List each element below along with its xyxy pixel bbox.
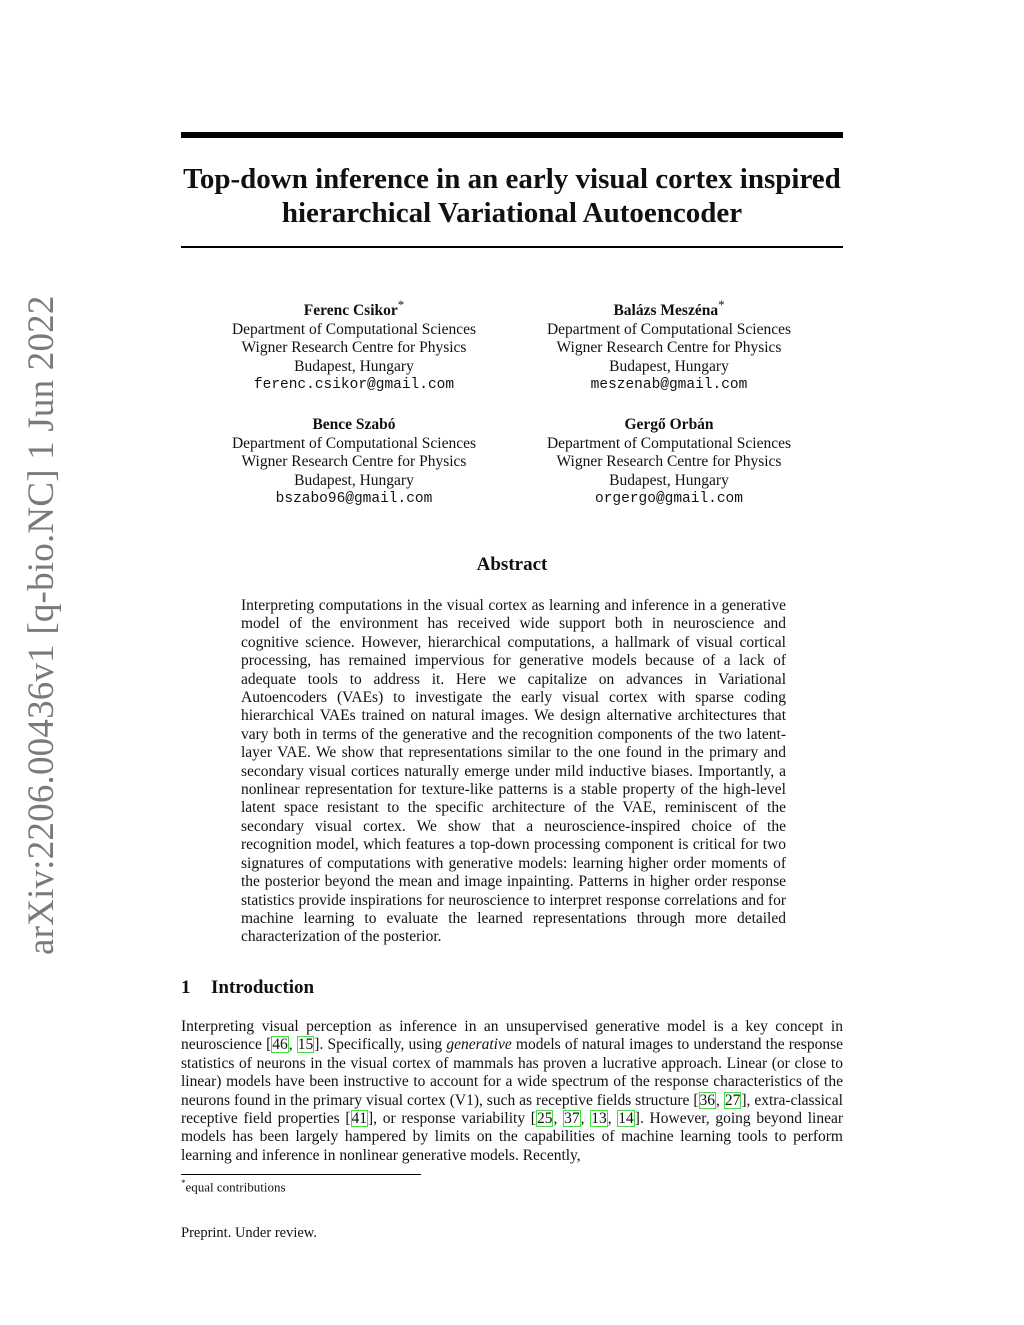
intro-text: Interpreting visual perception as inference in an unsupervised generative model is a key concept in neuroscience [ xyxy=(181,1018,843,1054)
citation-link[interactable]: 15 xyxy=(297,1036,314,1054)
preprint-notice: Preprint. Under review. xyxy=(181,1225,317,1241)
author-city: Budapest, Hungary xyxy=(609,357,729,375)
citation-link[interactable]: 27 xyxy=(724,1091,741,1109)
citation-link[interactable]: 37 xyxy=(564,1110,580,1128)
footnote-rule xyxy=(181,1174,421,1175)
author-city: Budapest, Hungary xyxy=(609,471,729,489)
author-dept: Department of Computational Sciences xyxy=(231,320,477,338)
intro-text: ]. Specifically, using xyxy=(314,1036,447,1054)
author-name: Gergő Orbán xyxy=(624,416,714,433)
intro-text: ]. However, going beyond linear models has been largely hampered by limits on the capabilities of machine learning tools to perform learning and inference in nonlinear generative models. Recently, xyxy=(181,1110,844,1164)
citation-link[interactable]: 25 xyxy=(536,1110,553,1128)
title-top-rule xyxy=(181,132,843,138)
footnote-mark: * xyxy=(181,1178,186,1188)
author-block-2 xyxy=(504,296,834,395)
author-dept: Department of Computational Sciences xyxy=(546,434,792,452)
section-heading-introduction xyxy=(181,977,314,999)
intro-text: , xyxy=(288,1036,297,1054)
footnote xyxy=(181,1178,286,1195)
author-mark: * xyxy=(397,297,405,312)
citation-link[interactable]: 46 xyxy=(272,1036,288,1054)
author-institution: Wigner Research Centre for Physics xyxy=(241,339,467,357)
author-dept: Department of Computational Sciences xyxy=(546,320,792,338)
intro-text: , xyxy=(580,1110,591,1128)
intro-text: , xyxy=(553,1110,564,1128)
author-city: Budapest, Hungary xyxy=(294,357,414,375)
author-mark: * xyxy=(718,297,725,312)
author-block-3 xyxy=(189,416,519,509)
arxiv-identifier: arXiv:2206.00436v1 [q-bio.NC] 1 Jun 2022 xyxy=(21,295,62,955)
citation-link[interactable]: 41 xyxy=(351,1110,368,1128)
author-email[interactable]: bszabo96@gmail.com xyxy=(275,491,433,507)
author-email[interactable]: meszenab@gmail.com xyxy=(590,377,748,394)
section-number: 1 xyxy=(181,977,191,998)
intro-text: ], extra-classical receptive field properties [ xyxy=(181,1091,843,1128)
intro-text: , xyxy=(716,1091,724,1109)
intro-text: models of natural images to understand the response statistics of neurons in the visual cortex of mammals has proven a lucrative approach. Linear (or close to linear) models have been instructive to account for a wide spectrum of the response characteristics of the neurons found in the primary visual cortex (V1), such as receptive fields structure [ xyxy=(181,1036,843,1109)
introduction-paragraph xyxy=(181,1018,843,1165)
author-email[interactable]: orgergo@gmail.com xyxy=(595,491,743,507)
author-dept: Department of Computational Sciences xyxy=(231,434,477,452)
abstract-heading: Abstract xyxy=(476,554,548,575)
citation-link[interactable]: 14 xyxy=(618,1110,634,1128)
paper-title: Top-down inference in an early visual cortex inspired hierarchical Variational Autoencoder xyxy=(183,163,841,229)
author-name: Bence Szabó xyxy=(312,416,396,433)
intro-emphasis: generative xyxy=(446,1036,512,1054)
author-institution: Wigner Research Centre for Physics xyxy=(556,339,782,357)
author-institution: Wigner Research Centre for Physics xyxy=(556,453,782,470)
author-city: Budapest, Hungary xyxy=(294,471,414,489)
footnote-text: equal contributions xyxy=(185,1179,286,1195)
citation-link[interactable]: 13 xyxy=(591,1110,607,1128)
author-block-4 xyxy=(504,416,834,509)
section-title: Introduction xyxy=(211,977,315,998)
author-institution: Wigner Research Centre for Physics xyxy=(241,453,467,470)
author-email[interactable]: ferenc.csikor@gmail.com xyxy=(253,377,455,394)
intro-text: ], or response variability [ xyxy=(368,1110,536,1128)
intro-text: , xyxy=(607,1110,618,1128)
abstract-text: Interpreting computations in the visual cortex as learning and inference in a generative model of the environment has received wide support both in neuroscience and cognitive science. However, hierarchical computations, a hallmark of visual cortical processing, has remained impervious for generative models because of a lack of adequate tools to address it. Here we capitalize on advances in Variational Autoencoders (VAEs) to investigate the early visual cortex with sparse coding hierarchical VAEs trained on natural images. We design alternative architectures that vary both in terms of the generative and the recognition components of the two latent-layer VAE. We show that representations similar to the one found in the primary and secondary visual cortices naturally emerge under mild inductive biases. Importantly, a nonlinear representation for texture-like patterns is a stable property of the high-level latent space resistant to the specific architecture of the VAE, reminiscent of the secondary visual cortex. We show that a neuroscience-inspired choice of the recognition model, which features a top-down processing component is critical for two signatures of computations with generative models: learning higher order moments of the posterior beyond the mean and image inpainting. Patterns in higher order response statistics provide inspirations for neuroscience to interpret response correlations and for machine learning to evaluate the learned representations through more detailed characterization of the posterior. xyxy=(241,597,786,946)
author-block-1 xyxy=(189,296,519,395)
citation-link[interactable]: 36 xyxy=(699,1091,716,1109)
author-name: Ferenc Csikor xyxy=(303,302,398,320)
author-name: Balázs Meszéna xyxy=(613,302,719,320)
title-bottom-rule xyxy=(181,246,843,248)
